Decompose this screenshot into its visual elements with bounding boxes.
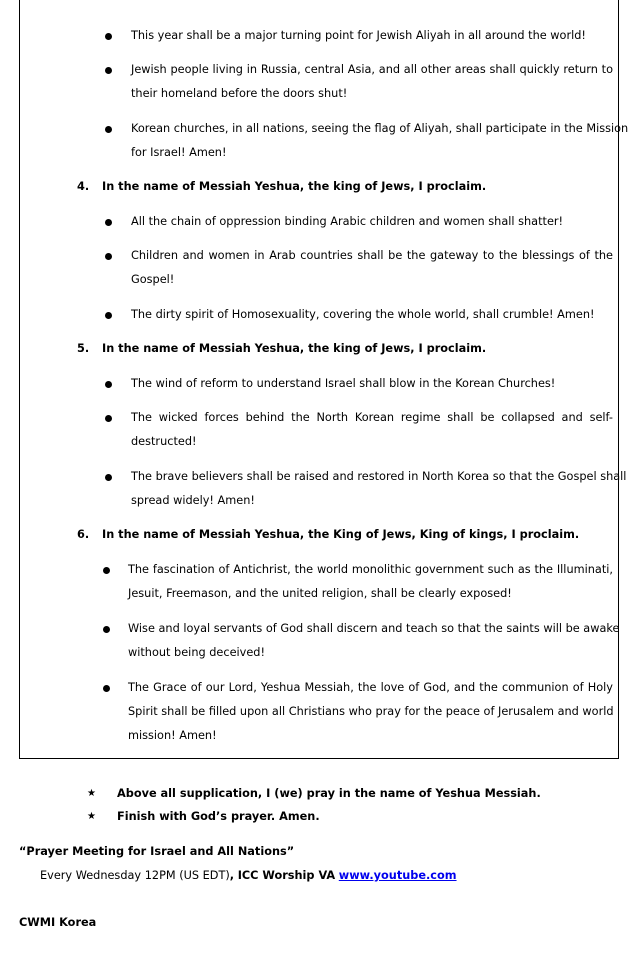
bullet-icon: [105, 474, 112, 481]
bullet-text: mission! Amen!: [128, 729, 217, 742]
section-number: 5.: [77, 342, 90, 355]
closing-line: Finish with God’s prayer. Amen.: [117, 810, 320, 823]
section-heading: [77, 180, 486, 193]
bullet-icon: [105, 253, 112, 260]
section-heading-text: In the name of Messiah Yeshua, the king of Jews, I proclaim.: [102, 180, 487, 193]
bullet-text: The wicked forces behind the North Korean regime shall be collapsed and self-: [131, 411, 613, 424]
bullet-icon: [105, 33, 112, 40]
bullet-text: All the chain of oppression binding Arabic children and women shall shatter!: [131, 215, 564, 228]
bullet-text: spread widely! Amen!: [131, 494, 255, 507]
meeting-title: “Prayer Meeting for Israel and All Nations”: [19, 845, 295, 858]
bullet-text: destructed!: [131, 435, 197, 448]
bullet-text: their homeland before the doors shut!: [131, 87, 348, 100]
star-icon: ★: [87, 811, 96, 822]
closing-line: Above all supplication, I (we) pray in the name of Yeshua Messiah.: [117, 787, 541, 800]
bullet-icon: [105, 67, 112, 74]
worship-name: ICC Worship VA: [237, 869, 336, 882]
bullet-icon: [105, 126, 112, 133]
bullet-text: Gospel!: [131, 273, 175, 286]
bullet-text: Korean churches, in all nations, seeing the flag of Aliyah, shall participate in the Mission: [131, 122, 629, 135]
star-icon: ★: [87, 788, 96, 799]
org-name: CWMI Korea: [19, 916, 97, 929]
meeting-details: [40, 869, 457, 882]
bullet-text: Wise and loyal servants of God shall discern and teach so that the saints will be awake: [128, 622, 620, 635]
bullet-text: Jewish people living in Russia, central Asia, and all other areas shall quickly return to: [131, 63, 613, 76]
youtube-link[interactable]: www.youtube.com: [338, 869, 457, 882]
section-heading: [77, 528, 579, 541]
meeting-comma: ,: [229, 869, 235, 882]
bullet-text: The fascination of Antichrist, the world monolithic government such as the Illuminati,: [128, 563, 613, 576]
bullet-text: The Grace of our Lord, Yeshua Messiah, the love of God, and the communion of Holy: [128, 681, 613, 694]
bullet-text: Spirit shall be filled upon all Christians who pray for the peace of Jerusalem and world: [128, 705, 614, 718]
bullet-text: This year shall be a major turning point for Jewish Aliyah in all around the world!: [131, 29, 586, 42]
bullet-text: without being deceived!: [128, 646, 265, 659]
bullet-icon: [105, 415, 112, 422]
bullet-icon: [105, 381, 112, 388]
section-number: 4.: [77, 180, 90, 193]
section-heading-text: In the name of Messiah Yeshua, the King of Jews, King of kings, I proclaim.: [102, 528, 580, 541]
bullet-text: Jesuit, Freemason, and the united religion, shall be clearly exposed!: [128, 587, 512, 600]
section-heading: [77, 342, 486, 355]
bullet-text: Children and women in Arab countries shall be the gateway to the blessings of the: [131, 249, 613, 262]
bullet-icon: [103, 685, 110, 692]
bullet-icon: [103, 567, 110, 574]
bullet-text: The dirty spirit of Homosexuality, covering the whole world, shall crumble! Amen!: [131, 308, 595, 321]
section-number: 6.: [77, 528, 90, 541]
bullet-text: for Israel! Amen!: [131, 146, 227, 159]
bullet-text: The brave believers shall be raised and restored in North Korea so that the Gospel shall: [131, 470, 627, 483]
bullet-icon: [105, 312, 112, 319]
bullet-icon: [105, 219, 112, 226]
bullet-text: The wind of reform to understand Israel shall blow in the Korean Churches!: [131, 377, 556, 390]
bullet-icon: [103, 626, 110, 633]
meeting-schedule: Every Wednesday 12PM (US EDT): [40, 869, 230, 882]
section-heading-text: In the name of Messiah Yeshua, the king of Jews, I proclaim.: [102, 342, 487, 355]
